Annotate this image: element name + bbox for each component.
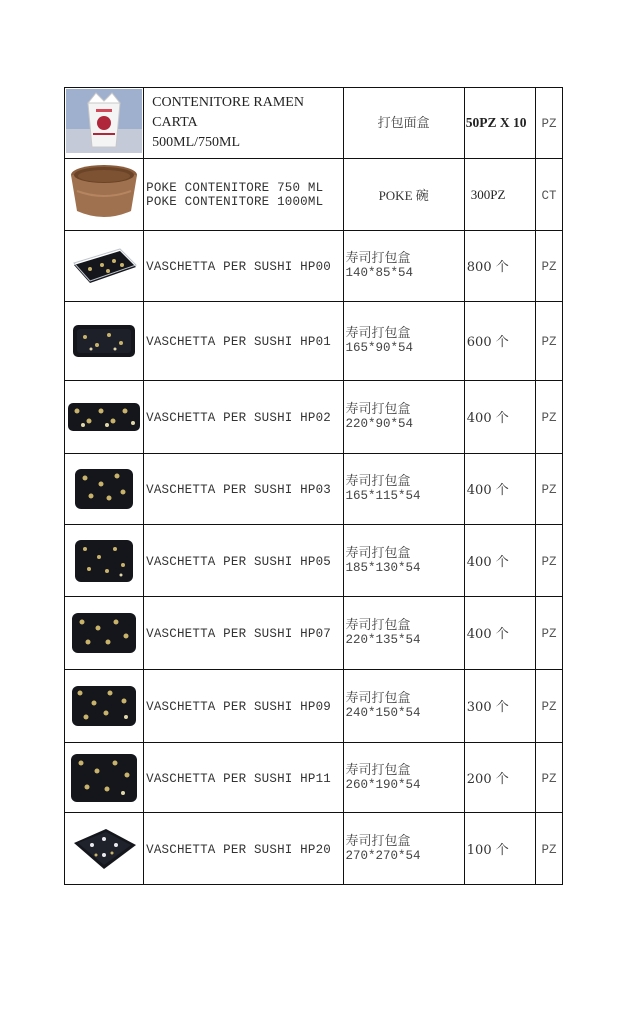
unit-text: PZ bbox=[541, 554, 557, 569]
chinese-name: 寿司打包盒 bbox=[345, 691, 411, 706]
description-cell bbox=[144, 159, 343, 231]
chinese-name-cell bbox=[343, 454, 464, 525]
quantity-text: 100 个 bbox=[466, 842, 509, 858]
quantity-text: 400 个 bbox=[466, 483, 509, 498]
quantity-cell bbox=[464, 231, 535, 302]
unit-cell bbox=[535, 670, 562, 743]
description-line-2: 500ML/750ML bbox=[152, 135, 241, 150]
table-row bbox=[65, 381, 563, 454]
dimensions-text: 165*90*54 bbox=[345, 341, 414, 355]
unit-cell bbox=[535, 159, 562, 231]
product-image-cell bbox=[65, 525, 144, 597]
unit-text: PZ bbox=[541, 117, 557, 131]
description-cell bbox=[144, 231, 343, 302]
product-image-cell bbox=[65, 454, 144, 525]
quantity-text: 400 个 bbox=[466, 627, 509, 642]
unit-text: CT bbox=[541, 188, 557, 203]
unit-cell bbox=[535, 302, 562, 381]
chinese-name-cell bbox=[343, 231, 464, 302]
unit-cell bbox=[535, 813, 562, 885]
quantity-text: 300 个 bbox=[466, 700, 509, 715]
description-cell bbox=[144, 88, 343, 159]
unit-text: PZ bbox=[541, 411, 557, 425]
unit-cell bbox=[535, 597, 562, 670]
chinese-name-cell bbox=[343, 597, 464, 670]
sushi-tray-image bbox=[68, 243, 140, 289]
quantity-cell bbox=[464, 670, 535, 743]
table-row bbox=[65, 454, 563, 525]
description-cell bbox=[144, 813, 343, 885]
dimensions-text: 270*270*54 bbox=[345, 848, 421, 863]
quantity-cell bbox=[464, 743, 535, 813]
description-cell bbox=[144, 381, 343, 454]
dimensions-text: 260*190*54 bbox=[345, 777, 421, 792]
description-line-1: VASCHETTA PER SUSHI HP00 bbox=[146, 260, 331, 274]
sushi-tray-image bbox=[73, 537, 135, 585]
description-cell bbox=[144, 525, 343, 597]
unit-text: PZ bbox=[541, 700, 557, 714]
unit-cell bbox=[535, 231, 562, 302]
product-image-cell bbox=[65, 302, 144, 381]
sushi-tray-image bbox=[71, 321, 137, 361]
table-row bbox=[65, 88, 563, 159]
chinese-name-cell bbox=[343, 743, 464, 813]
dimensions-text: 220*135*54 bbox=[345, 633, 421, 647]
quantity-cell bbox=[464, 525, 535, 597]
sushi-tray-image bbox=[70, 683, 138, 729]
chinese-name: 寿司打包盒 bbox=[345, 326, 411, 341]
description-line-1: VASCHETTA PER SUSHI HP02 bbox=[146, 411, 331, 425]
quantity-text: 200 个 bbox=[466, 771, 509, 787]
product-image-cell bbox=[65, 381, 144, 454]
product-image-cell bbox=[65, 670, 144, 743]
quantity-text: 300PZ bbox=[470, 186, 506, 202]
chinese-name: 寿司打包盒 bbox=[345, 474, 411, 489]
product-image-cell bbox=[65, 597, 144, 670]
unit-cell bbox=[535, 88, 562, 159]
kraft-poke-bowl-image bbox=[67, 161, 141, 223]
unit-cell bbox=[535, 525, 562, 597]
description-line-1: VASCHETTA PER SUSHI HP01 bbox=[146, 335, 331, 349]
dimensions-text: 165*115*54 bbox=[345, 489, 421, 503]
chinese-name: 寿司打包盒 bbox=[345, 618, 411, 633]
unit-cell bbox=[535, 743, 562, 813]
chinese-name-cell bbox=[343, 525, 464, 597]
chinese-name: 寿司打包盒 bbox=[345, 251, 411, 266]
sushi-tray-image bbox=[69, 751, 139, 805]
quantity-text: 600 个 bbox=[466, 335, 509, 350]
sushi-tray-image bbox=[67, 399, 141, 435]
unit-cell bbox=[535, 381, 562, 454]
quantity-text: 400 个 bbox=[466, 554, 509, 570]
quantity-text: 400 个 bbox=[466, 411, 509, 426]
sushi-tray-image bbox=[70, 610, 138, 656]
description-cell bbox=[144, 454, 343, 525]
chinese-name-cell bbox=[343, 88, 464, 159]
description-cell bbox=[144, 597, 343, 670]
unit-text: PZ bbox=[541, 483, 557, 497]
unit-text: PZ bbox=[541, 335, 557, 349]
unit-text: PZ bbox=[541, 627, 557, 641]
quantity-cell bbox=[464, 454, 535, 525]
dimensions-text: 185*130*54 bbox=[345, 560, 421, 575]
description-cell bbox=[144, 670, 343, 743]
chinese-name-cell bbox=[343, 670, 464, 743]
description-line-1: VASCHETTA PER SUSHI HP09 bbox=[146, 700, 331, 714]
sushi-tray-image bbox=[73, 466, 135, 512]
description-line-1: VASCHETTA PER SUSHI HP07 bbox=[146, 627, 331, 641]
description-line-1: POKE CONTENITORE 750 ML bbox=[146, 180, 324, 195]
chinese-name: POKE 碗 bbox=[378, 187, 429, 203]
description-line-1: VASCHETTA PER SUSHI HP05 bbox=[146, 554, 331, 569]
quantity-cell bbox=[464, 88, 535, 159]
product-image-cell bbox=[65, 743, 144, 813]
quantity-text: 50PZ X 10 bbox=[465, 115, 527, 130]
table-row bbox=[65, 525, 563, 597]
quantity-cell bbox=[464, 381, 535, 454]
chinese-name: 寿司打包盒 bbox=[345, 833, 411, 849]
product-image-cell bbox=[65, 88, 144, 159]
quantity-cell bbox=[464, 597, 535, 670]
table-row bbox=[65, 813, 563, 885]
unit-text: PZ bbox=[541, 842, 557, 857]
dimensions-text: 240*150*54 bbox=[345, 706, 421, 720]
chinese-name-cell bbox=[343, 381, 464, 454]
chinese-name-cell bbox=[343, 813, 464, 885]
table-row bbox=[65, 302, 563, 381]
description-cell bbox=[144, 302, 343, 381]
chinese-name: 寿司打包盒 bbox=[345, 762, 411, 778]
product-image-cell bbox=[65, 813, 144, 885]
chinese-name-cell bbox=[343, 159, 464, 231]
product-image-cell bbox=[65, 231, 144, 302]
quantity-cell bbox=[464, 813, 535, 885]
table-row bbox=[65, 670, 563, 743]
unit-cell bbox=[535, 454, 562, 525]
product-table bbox=[64, 87, 563, 885]
table-row bbox=[65, 743, 563, 813]
table-row bbox=[65, 231, 563, 302]
description-line-2: POKE CONTENITORE 1000ML bbox=[146, 194, 324, 209]
quantity-cell bbox=[464, 302, 535, 381]
description-line-1: VASCHETTA PER SUSHI HP20 bbox=[146, 842, 331, 857]
chinese-name: 寿司打包盒 bbox=[345, 545, 411, 561]
quantity-cell bbox=[464, 159, 535, 231]
unit-text: PZ bbox=[541, 771, 557, 786]
description-line-1: VASCHETTA PER SUSHI HP03 bbox=[146, 483, 331, 497]
paper-ramen-box-image bbox=[66, 89, 142, 153]
description-line-1: VASCHETTA PER SUSHI HP11 bbox=[146, 771, 331, 786]
table-row bbox=[65, 597, 563, 670]
unit-text: PZ bbox=[541, 260, 557, 274]
chinese-name-cell bbox=[343, 302, 464, 381]
sushi-tray-image bbox=[68, 825, 140, 873]
chinese-name: 打包面盒 bbox=[377, 116, 430, 131]
table-row bbox=[65, 159, 563, 231]
quantity-text: 800 个 bbox=[466, 260, 509, 275]
description-cell bbox=[144, 743, 343, 813]
chinese-name: 寿司打包盒 bbox=[345, 402, 411, 417]
dimensions-text: 220*90*54 bbox=[345, 417, 414, 431]
dimensions-text: 140*85*54 bbox=[345, 266, 414, 280]
product-image-cell bbox=[65, 159, 144, 231]
description-line-1: CONTENITORE RAMEN CARTA bbox=[152, 95, 304, 130]
